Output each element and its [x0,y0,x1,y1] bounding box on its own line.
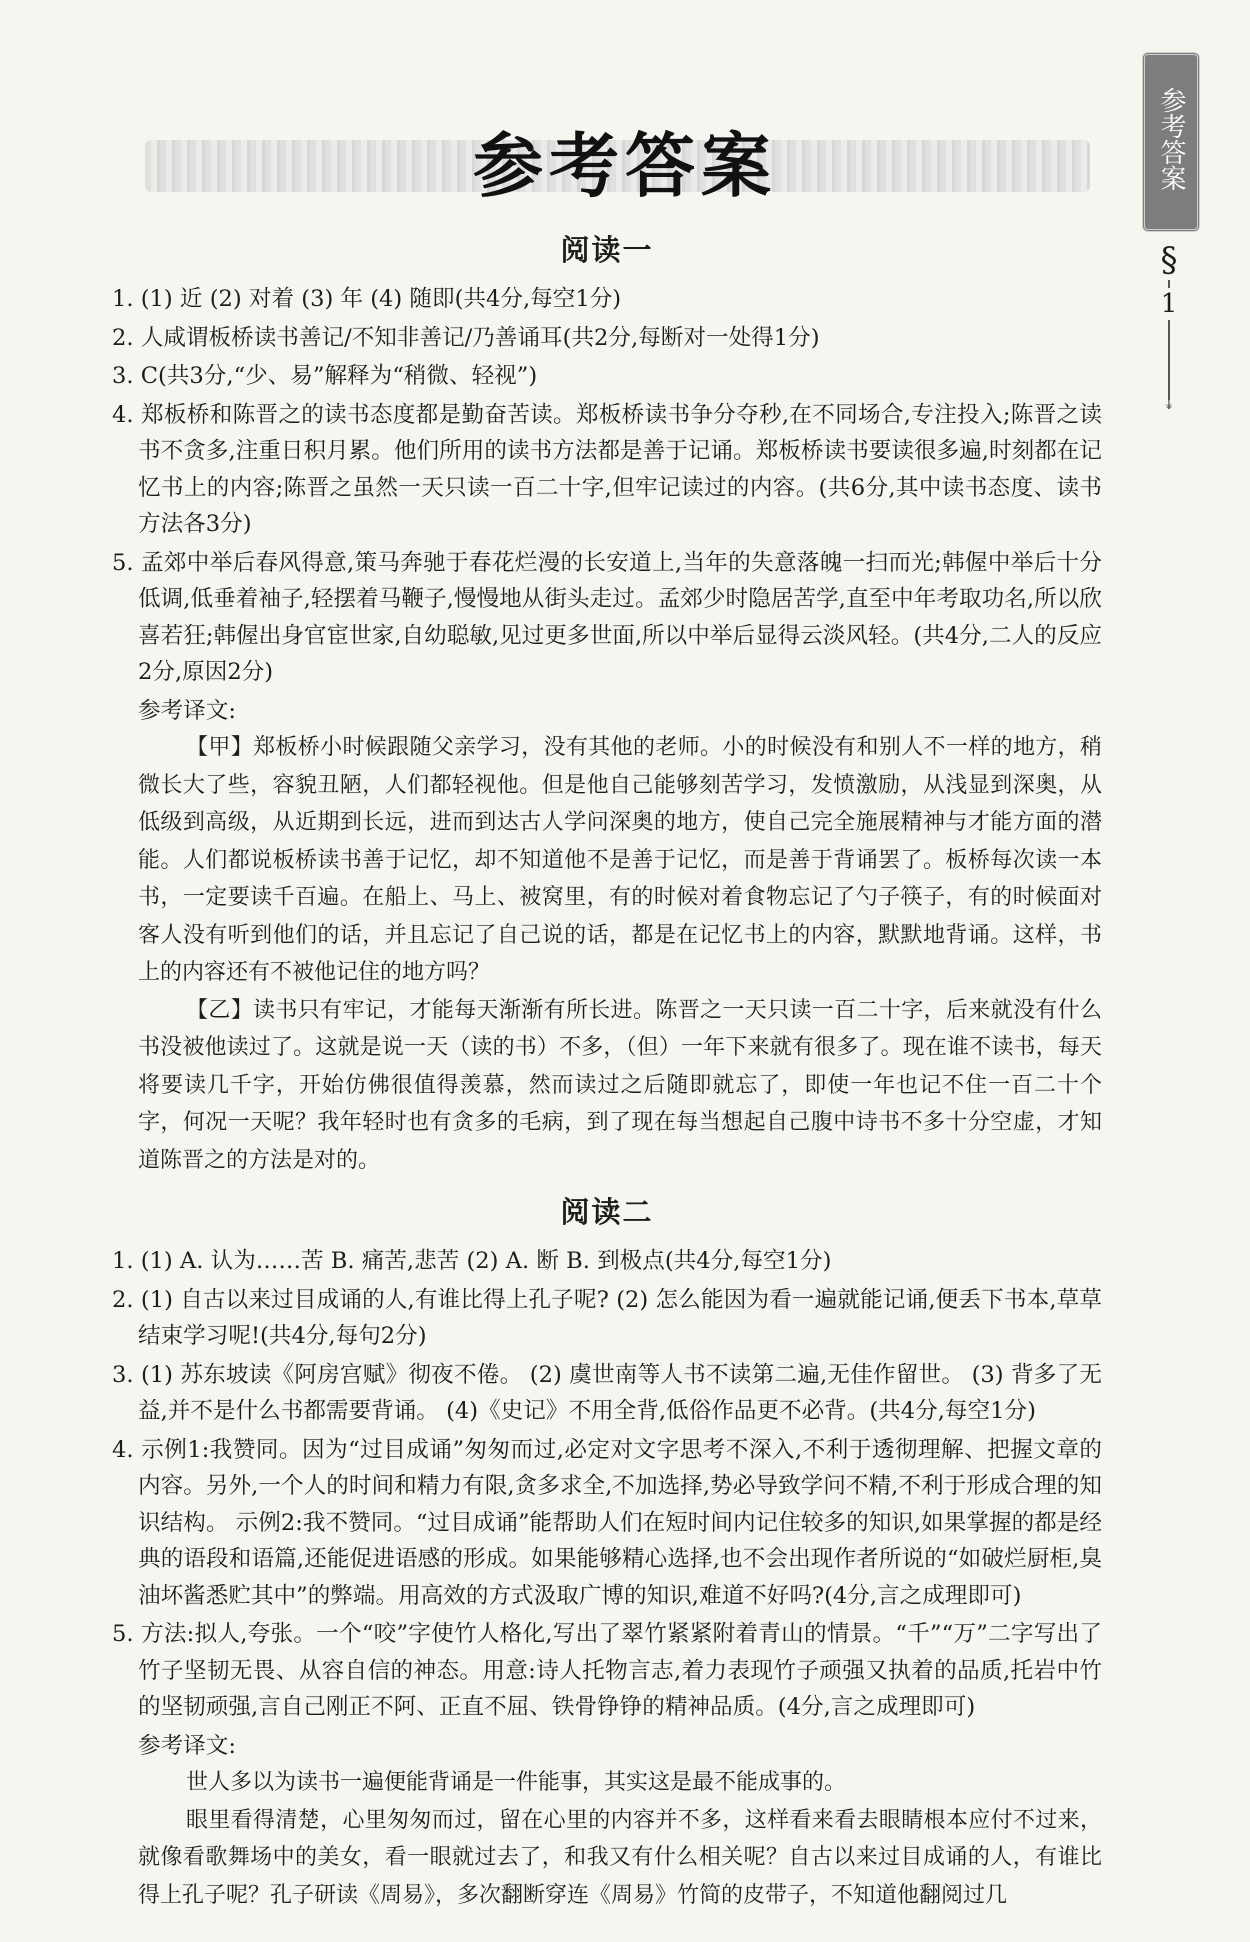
translation-paragraph: 【乙】读书只有牢记，才能每天渐渐有所长进。陈晋之一天只读一百二十字，后来就没有什么书没被他读过了。这就是说一天（读的书）不多，（但）一年下来就有很多了。现在谁不读书，每天将要读几千字，开始仿佛很值得羡慕，然而读过之后随即就忘了，即使一年也记不住一百二十个字，何况一天呢？我年轻时也有贪多的毛病，到了现在每当想起自己腹中诗书不多十分空虚，才知道陈晋之的方法是对的。 [138,997,1102,1173]
side-tab [1142,52,1200,232]
section-heading-reading-2: 阅读二 [560,1195,654,1229]
answer-item: 3. C(共3分,“少、易”解释为“稍微、轻视”) [112,363,538,389]
answer-content [112,225,1102,1914]
section-heading-reading-1: 阅读一 [560,233,654,267]
page-number: 1 [1152,288,1186,320]
answer-item: 3. (1) 苏东坡读《阿房宫赋》彻夜不倦。 (2) 虞世南等人书不读第二遍,无佳作留世。 (3) 背多了无益,并不是什么书都需要背诵。 (4)《史记》不用全背,低俗作品更不必背。(共4分,每空1分) [112,1361,1102,1424]
translation-paragraph: 世人多以为读书一遍便能背诵是一件能事，其实这是最不能成事的。 [186,1770,847,1795]
answer-item: 4. 郑板桥和陈晋之的读书态度都是勤奋苦读。郑板桥读书争分夺秒,在不同场合,专注投入;陈晋之读书不贪多,注重日积月累。他们所用的读书方法都是善于记诵。郑板桥读书要读很多遍,时刻都在记忆书上的内容;陈晋之虽然一天只读一百二十字,但牢记读过的内容。(共6分,其中读书态度、读书方法各3分) [112,401,1102,537]
arrow-down-icon: ↡ [1162,394,1176,413]
answer-item: 5. 方法:拟人,夸张。一个“咬”字使竹人格化,写出了翠竹紧紧附着青山的情景。“千”“万”二字写出了竹子坚韧无畏、从容自信的神态。用意:诗人托物言志,着力表现竹子顽强又执着的品质,托岩中竹的坚韧顽强,言自己刚正不阿、正直不屈、铁骨铮铮的精神品质。(4分,言之成理即可) [112,1621,1102,1720]
answer-item: 2. 人咸谓板桥读书善记/不知非善记/乃善诵耳(共2分,每断对一处得1分) [112,324,820,351]
translation-paragraph: 【甲】郑板桥小时候跟随父亲学习，没有其他的老师。小的时候没有和别人不一样的地方，稍微长大了些，容貌丑陋，人们都轻视他。但是他自己能够刻苦学习，发愤激励，从浅显到深奥，从低级到高级，从近期到长远，进而到达古人学问深奥的地方，使自己完全施展精神与才能方面的潜能。人们都说板桥读书善于记忆，却不知道他不是善于记忆，而是善于背诵罢了。板桥每次读一本书，一定要读千百遍。在船上、马上、被窝里，有的时候对着食物忘记了勺子筷子，有的时候面对客人没有听到他们的话，并且忘记了自己说的话，都是在记忆书上的内容，默默地背诵。这样，书上的内容还有不被他记住的地方吗？ [138,735,1102,985]
section-mark-icon: § [1152,240,1186,280]
answer-item: 5. 孟郊中举后春风得意,策马奔驰于春花烂漫的长安道上,当年的失意落魄一扫而光;韩偓中举后十分低调,低垂着袖子,轻摆着马鞭子,慢慢地从街头走过。孟郊少时隐居苦学,直至中年考取功名,所以欣喜若狂;韩偓出身官宦世家,自幼聪敏,见过更多世面,所以中举后显得云淡风轻。(共4分,二人的反应2分,原因2分) [112,549,1102,685]
answer-item: 1. (1) 近 (2) 对着 (3) 年 (4) 随即(共4分,每空1分) [112,286,622,312]
translation-paragraph: 眼里看得清楚，心里匆匆而过，留在心里的内容并不多，这样看来看去眼睛根本应付不过来，就像看歌舞场中的美女，看一眼就过去了，和我又有什么相关呢？自古以来过目成诵的人，有谁比得上孔子呢？孔子研读《周易》，多次翻断穿连《周易》竹简的皮带子，不知道他翻阅过几 [138,1807,1102,1908]
answer-item: 4. 示例1:我赞同。因为“过目成诵”匆匆而过,必定对文字思考不深入,不利于透彻理解、把握文章的内容。另外,一个人的时间和精力有限,贪多求全,不加选择,势必导致学问不精,不利于形成合理的知识结构。 示例2:我不赞同。“过目成诵”能帮助人们在短时间内记住较多的知识,如果掌握的都是经典的语段和语篇,还能促进语感的形成。如果能够精心选择,也不会出现作者所说的“如破烂厨柜,臭油坏酱悉贮其中”的弊端。用高效的方式汲取广博的知识,难道不好吗?(4分,言之成理即可) [112,1436,1102,1609]
answer-item: 1. (1) A. 认为……苦 B. 痛苦,悲苦 (2) A. 断 B. 到极点(共4分,每空1分) [112,1248,832,1274]
translation-label: 参考译文: [138,697,236,724]
page-title: 参考答案 [473,124,777,207]
side-tab-label: 参考答案 [1156,87,1186,191]
answer-item: 2. (1) 自古以来过目成诵的人,有谁比得上孔子呢? (2) 怎么能因为看一遍就能记诵,便丢下书本,草草结束学习呢!(共4分,每句2分) [112,1286,1102,1349]
translation-label: 参考译文: [138,1732,236,1759]
